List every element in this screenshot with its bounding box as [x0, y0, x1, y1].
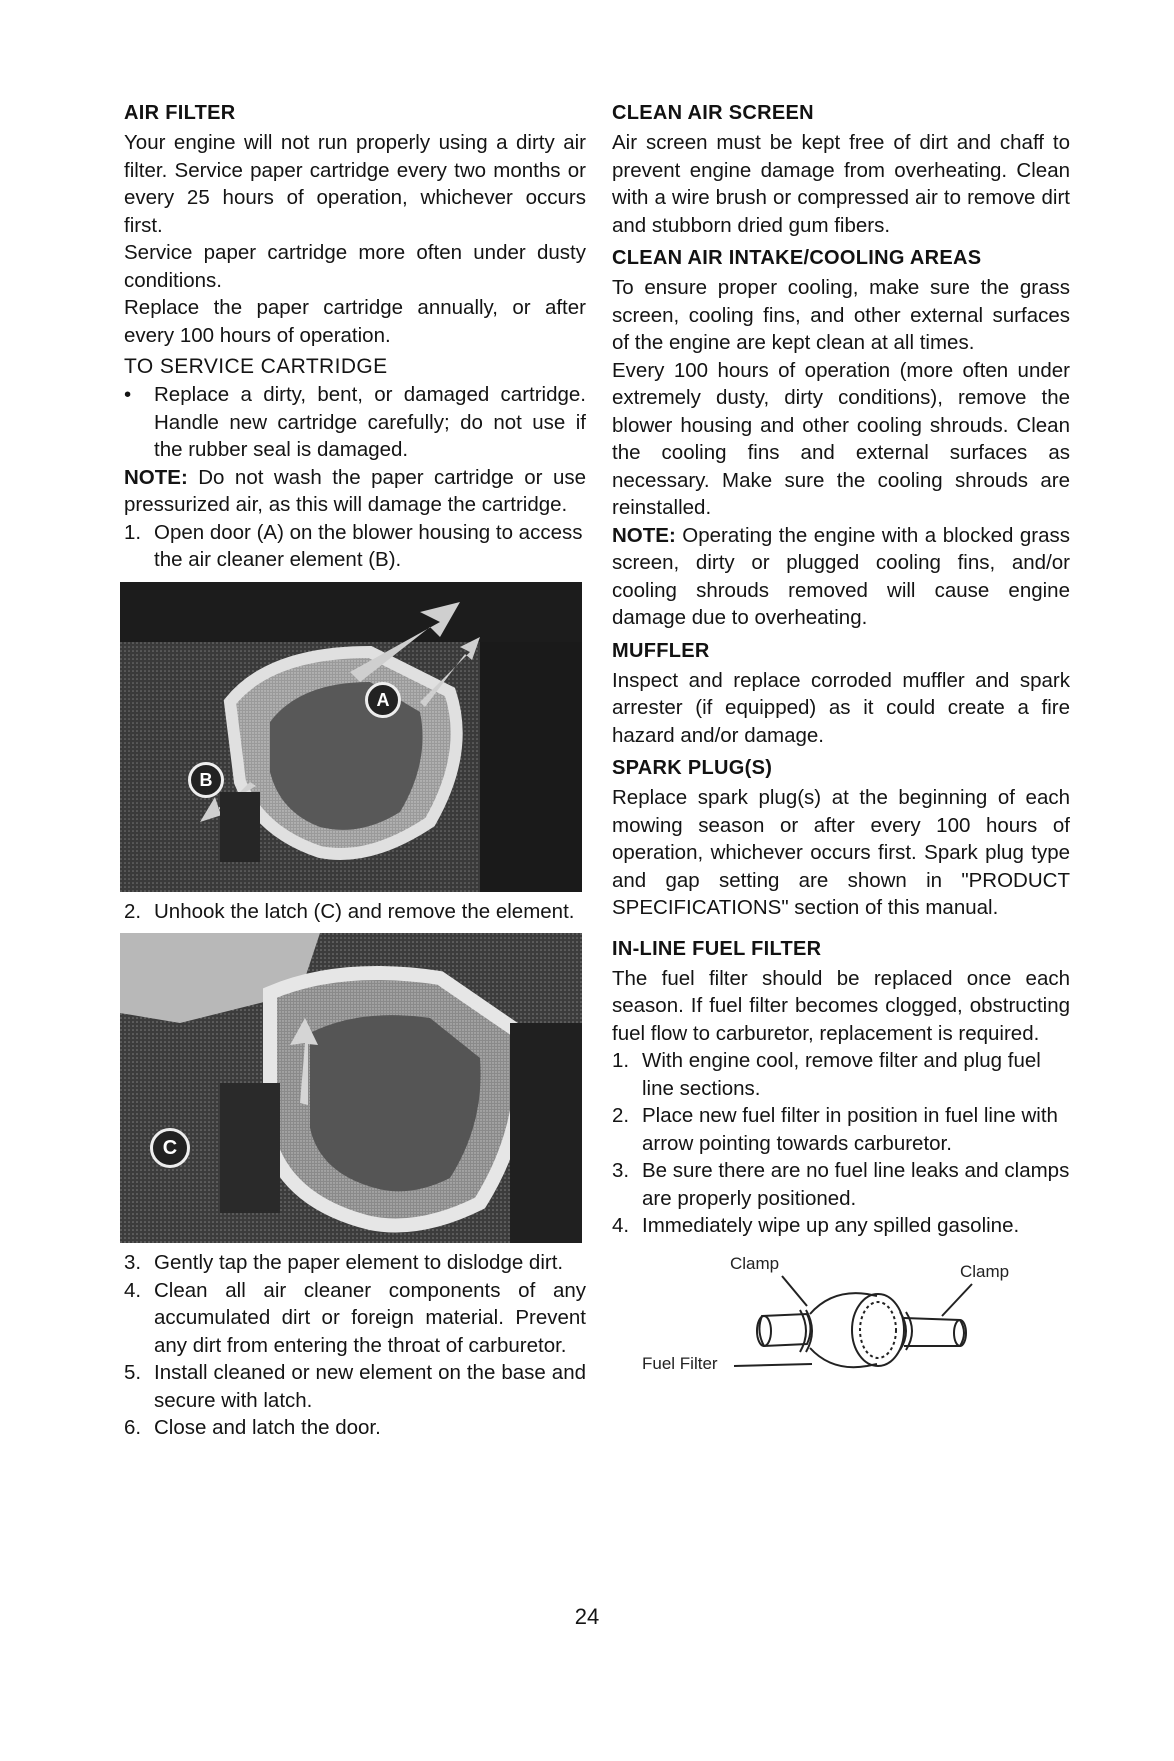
fuel-filter-steps [612, 1047, 1070, 1240]
step-text: Gently tap the paper element to dislodge dirt. [154, 1251, 564, 1274]
air-filter-p3: Replace the paper cartridge annually, or after every 100 hours of operation. [124, 296, 586, 347]
step-text: Install cleaned or new element on the base and secure with latch. [154, 1361, 586, 1412]
step-item [124, 898, 586, 926]
muffler-p1: Inspect and replace corroded muffler and spark arrester (if equipped) as it could create a fire hazard and/or damage. [612, 668, 1070, 747]
step-number: 5. [124, 1361, 142, 1384]
step-text: With engine cool, remove filter and plug fuel line sections. [642, 1049, 1041, 1100]
bullet-marker: • [124, 383, 132, 406]
page-number: 24 [574, 1604, 600, 1629]
service-steps-2 [124, 898, 586, 926]
step-item [124, 1359, 586, 1414]
step-item [124, 519, 586, 574]
clean-air-screen-p1: Air screen must be kept free of dirt and chaff to prevent engine damage from overheating. Clean with a wire brush or compressed air to remove dirt and stubborn dried gum fibers. [612, 131, 1070, 237]
intake-cooling-p2: Every 100 hours of operation (more often under extremely dusty, dirty conditions), remove the blower housing and other cooling shrouds. Clean the cooling fins and external surfaces as necessary. Make sure the cooling shrouds are reinstalled. [612, 358, 1070, 519]
step-item [612, 1102, 1070, 1157]
callout-b-label: B [199, 769, 213, 790]
step-number: 2. [124, 899, 142, 923]
step-text: Unhook the latch (C) and remove the element. [154, 899, 575, 923]
note-label: NOTE: [124, 465, 188, 489]
step-item [124, 1414, 586, 1442]
air-filter-p1: Your engine will not run properly using a dirty air filter. Service paper cartridge every two months or every 25 hours of operation, whichever occurs first. [124, 131, 586, 237]
intake-cooling-heading: CLEAN AIR INTAKE/COOLING AREAS [612, 247, 982, 269]
service-bullets [124, 381, 586, 464]
fuel-filter-heading: IN-LINE FUEL FILTER [612, 937, 822, 960]
air-cleaner-photo-latch [120, 933, 582, 1243]
fuel-filter-label: Fuel Filter [642, 1353, 718, 1373]
step-number: 1. [124, 520, 142, 544]
note-text: Do not wash the paper cartridge or use pressurized air, as this will damage the cartridge. [124, 465, 586, 516]
service-steps-3 [124, 1249, 586, 1442]
clamp-left-label: Clamp [730, 1253, 780, 1273]
step-text: Place new fuel filter in position in fuel line with arrow pointing towards carburetor. [642, 1104, 1058, 1155]
callout-b [188, 762, 224, 798]
step-item [124, 1277, 586, 1360]
callout-a [365, 682, 401, 718]
step-text: Immediately wipe up any spilled gasoline. [642, 1214, 1020, 1237]
spark-plug-p1: Replace spark plug(s) at the beginning of each mowing season or after every 100 hours of operation, whichever occurs first. Spark plug type and gap setting are shown in "PRODUCT SPECIFICATIONS" section of this manual. [612, 786, 1070, 919]
spark-plug-heading: SPARK PLUG(S) [612, 757, 773, 779]
step-number: 1. [612, 1049, 630, 1072]
left-column [124, 102, 586, 1442]
note-label: NOTE: [612, 523, 676, 547]
step-number: 4. [612, 1214, 630, 1237]
bullet-text: Replace a dirty, bent, or damaged cartridge. Handle new cartridge carefully; do not use if the rubber seal is damaged. [154, 383, 586, 461]
service-bullet [124, 381, 586, 464]
step-text: Close and latch the door. [154, 1416, 381, 1439]
intake-cooling-p1: To ensure proper cooling, make sure the grass screen, cooling fins, and other external surfaces of the engine are kept clean at all times. [612, 276, 1070, 354]
step-text: Be sure there are no fuel line leaks and clamps are properly positioned. [642, 1159, 1070, 1210]
step-item [124, 1249, 586, 1277]
clean-air-screen-heading: CLEAN AIR SCREEN [612, 102, 814, 124]
clamp-right-label: Clamp [960, 1261, 1010, 1281]
step-number: 4. [124, 1278, 142, 1302]
service-note [124, 464, 586, 519]
step-number: 2. [612, 1104, 630, 1127]
service-steps-1 [124, 519, 586, 574]
air-cleaner-photo-door [120, 582, 582, 892]
step-item [612, 1157, 1070, 1212]
step-number: 3. [612, 1159, 630, 1182]
service-cartridge-heading: TO SERVICE CARTRIDGE [124, 355, 388, 378]
fuel-filter-p1: The fuel filter should be replaced once each season. If fuel filter becomes clogged, obstructing fuel flow to carburetor, replacement is required. [612, 966, 1070, 1045]
fuel-filter-diagram [642, 1254, 1042, 1404]
air-filter-p2: Service paper cartridge more often under dusty conditions. [124, 241, 586, 292]
callout-a-label: A [376, 689, 390, 710]
right-column [612, 102, 1070, 1404]
step-text: Clean all air cleaner components of any accumulated dirt or foreign material. Prevent any dirt from entering the throat of carburetor. [154, 1278, 586, 1357]
step-number: 6. [124, 1416, 142, 1439]
note-text: Operating the engine with a blocked grass screen, dirty or plugged cooling fins, and/or cooling shrouds removed will cause engine damage due to overheating. [612, 523, 1070, 629]
step-number: 3. [124, 1251, 142, 1274]
step-text: Open door (A) on the blower housing to access the air cleaner element (B). [154, 520, 583, 571]
step-item [612, 1047, 1070, 1102]
intake-cooling-note [612, 522, 1070, 632]
step-item [612, 1212, 1070, 1240]
air-filter-heading: AIR FILTER [124, 102, 236, 124]
callout-c [150, 1128, 190, 1168]
callout-c-label: C [162, 1137, 178, 1159]
muffler-heading: MUFFLER [612, 639, 710, 662]
